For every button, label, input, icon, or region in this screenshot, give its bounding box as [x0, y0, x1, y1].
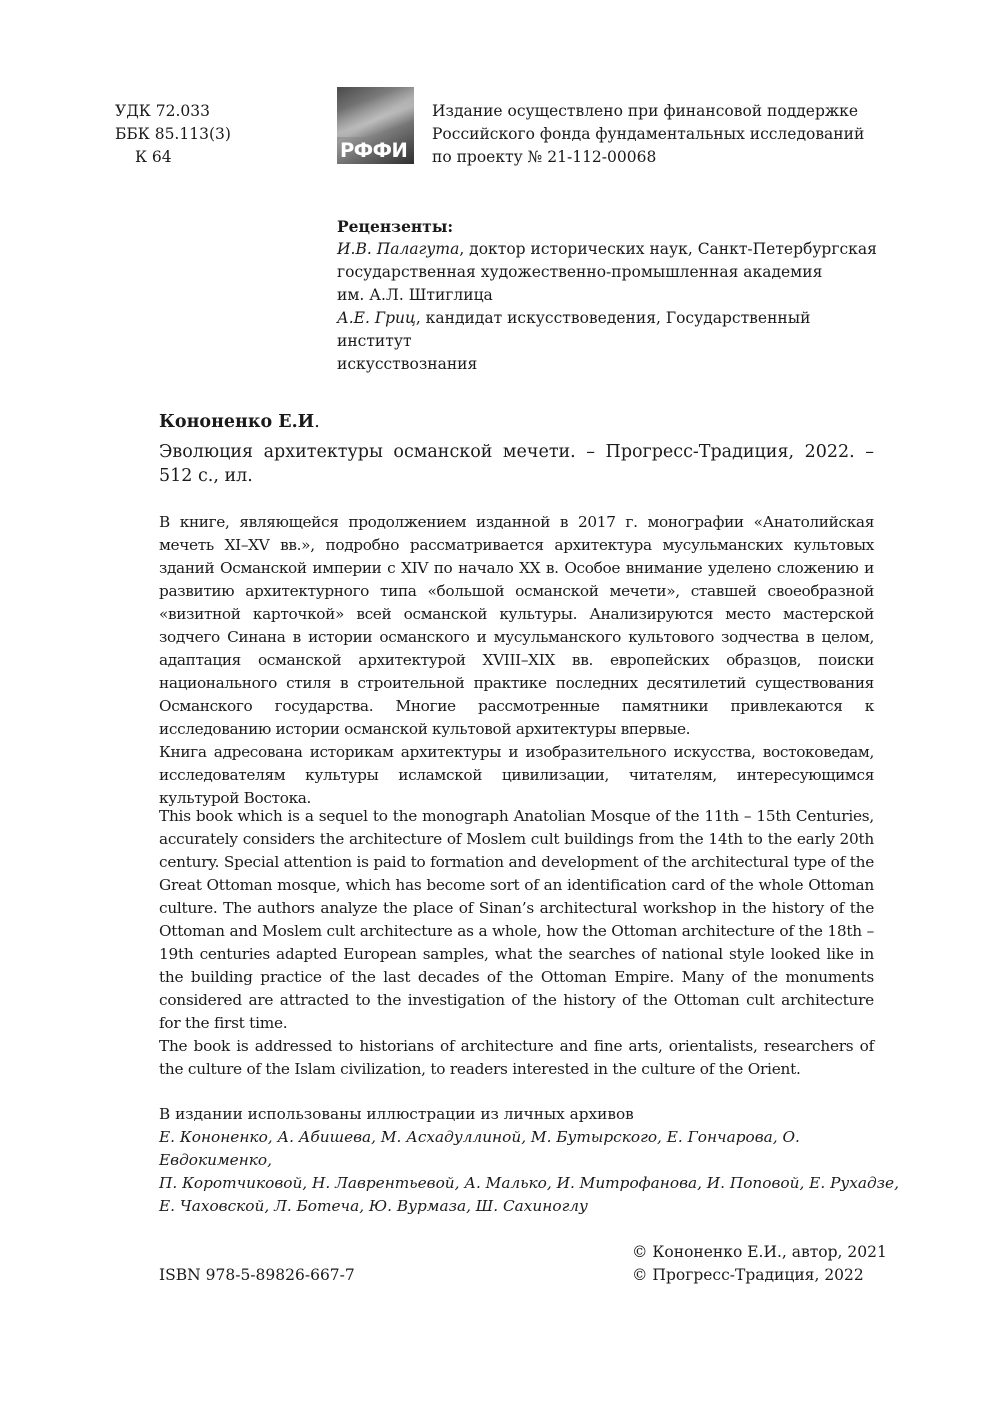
funding-line: Издание осуществлено при финансовой поддержке [432, 102, 858, 120]
reviewer-1: И.В. Палагута, доктор исторических наук, Санкт-Петербургская [337, 240, 877, 258]
reviewer-2: А.Е. Гриц, кандидат искусствоведения, Государственный институт [337, 309, 811, 350]
book-author: Кононенко Е.И. [159, 412, 320, 432]
illustrations-intro: В издании использованы иллюстрации из личных архивов [159, 1105, 634, 1123]
book-title: Эволюция архитектуры османской мечети. – Прогресс-Традиция, 2022. – 512 с., ил. [159, 442, 874, 486]
copyright-author: © Кононенко Е.И., автор, 2021 [632, 1243, 887, 1261]
illustrations-credits [159, 1103, 899, 1218]
author-mark: К 64 [135, 148, 172, 166]
copyright-block [632, 1241, 887, 1287]
funding-note [432, 100, 882, 169]
abstract-ru-paragraph: В книге, являющейся продолжением изданной в 2017 г. монографии «Анатолийская мечеть XI–XV вв.», подробно рассматривается архитектура мусульманских культовых зданий Османской империи с XIV по начало XX в. Особое внимание уделено сложению и развитию архитектурного типа «большой османской мечети», ставшей своеобразной «визитной карточкой» всей османской культуры. Анализируются место мастерской зодчего Синана в истории османского и мусульманского культового зодчества в целом, адаптация османской архитектурой XVIII–XIX вв. европейских образцов, поиски национального стиля в строительной практике последних десятилетий существования Османского государства. Многие рассмотренные памятники привлекаются к исследованию истории османской культовой архитектуры впервые. [159, 513, 874, 738]
bbk-code: ББК 85.113(3) [115, 125, 231, 143]
abstract-russian [159, 511, 874, 810]
abstract-ru-paragraph: Книга адресована историкам архитектуры и изобразительного искусства, востоковедам, исследователям культуры исламской цивилизации, читателям, интересующимся культурой Востока. [159, 743, 874, 807]
reviewers-block [337, 215, 877, 376]
abstract-en-paragraph: The book is addressed to historians of architecture and fine arts, orientalists, researchers of the culture of the Islam civilization, to readers interested in the culture of the Orient. [159, 1037, 874, 1078]
reviewer-1-affiliation-cont: им. А.Л. Штиглица [337, 286, 493, 304]
funding-line: по проекту № 21-112-00068 [432, 148, 657, 166]
abstract-english [159, 805, 874, 1081]
illustrations-names: Е. Кононенко, А. Абишева, М. Асхадуллиной, М. Бутырского, Е. Гончарова, О. Евдокименко, [159, 1128, 800, 1169]
reviewer-2-name: А.Е. Гриц [337, 309, 416, 327]
funding-line: Российского фонда фундаментальных исследований [432, 125, 865, 143]
copyright-publisher: © Прогресс-Традиция, 2022 [632, 1266, 864, 1284]
illustrations-names: П. Коротчиковой, Н. Лаврентьевой, А. Малько, И. Митрофанова, И. Поповой, Е. Рухадзе, [159, 1174, 899, 1192]
abstract-en-paragraph: This book which is a sequel to the monograph Anatolian Mosque of the 11th – 15th Centuries, accurately considers the architecture of Moslem cult buildings from the 14th to the early 20th century. Special attention is paid to formation and development of the architectural type of the Great Ottoman mosque, which has become sort of an identification card of the whole Ottoman culture. The authors analyze the place of Sinan’s architectural workshop in the history of the Ottoman and Moslem cult architecture as a whole, how the Ottoman architecture of the 18th – 19th centuries adapted European samples, what the searches of national style looked like in the building practice of the last decades of the Ottoman Empire. Many of the monuments considered are attracted to the investigation of the history of the Ottoman cult architecture for the first time. [159, 807, 874, 1032]
rffi-logo [337, 87, 414, 164]
isbn: ISBN 978-5-89826-667-7 [159, 1266, 355, 1284]
reviewer-1-name: И.В. Палагута [337, 240, 460, 258]
rffi-logo-text: РФФИ [340, 139, 408, 162]
reviewer-2-affiliation-cont: искусствознания [337, 355, 478, 373]
reviewer-1-affiliation: государственная художественно-промышленная академия [337, 263, 823, 281]
classification-codes [115, 100, 231, 169]
illustrations-names: Е. Чаховской, Л. Ботеча, Ю. Вурмаза, Ш. Сахиноглу [159, 1197, 588, 1215]
udk-code: УДК 72.033 [115, 102, 210, 120]
reviewers-heading: Рецензенты: [337, 217, 454, 236]
